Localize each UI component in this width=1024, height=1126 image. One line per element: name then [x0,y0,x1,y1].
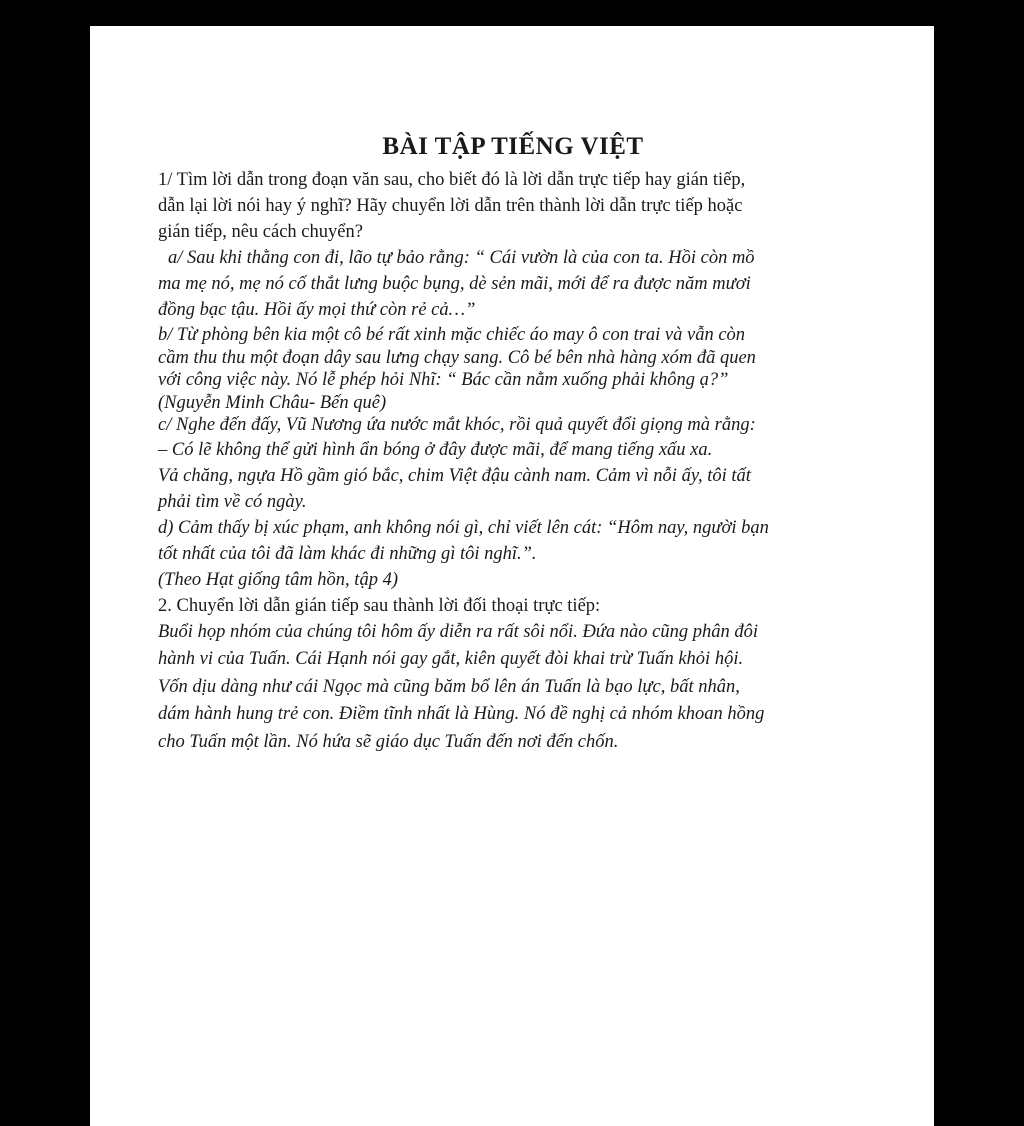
question-2-heading: 2. Chuyển lời dẫn gián tiếp sau thành lời đối thoại trực tiếp: [158,595,601,616]
passage-b-line: cầm thu thu một đoạn dây sau lưng chạy sang. Cô bé bên nhà hàng xóm đã quen [158,347,756,368]
question-2 [158,593,858,619]
passage-a-cont [158,271,858,323]
question-2-passage [158,619,858,757]
question-2-line: cho Tuấn một lần. Nó hứa sẽ giáo dục Tuấn đến nơi đến chốn. [158,731,619,752]
question-1-line: dẫn lại lời nói hay ý nghĩ? Hãy chuyển lời dẫn trên thành lời dẫn trực tiếp hoặc [158,196,743,216]
question-1 [158,167,858,245]
document-content [158,131,858,756]
passage-c-line: Vả chăng, ngựa Hồ gầm gió bắc, chim Việt đậu cành nam. Cảm vì nỗi ấy, tôi tất [158,465,751,486]
passage-d-source: (Theo Hạt giống tâm hồn, tập 4) [158,569,398,590]
passage-d-line: d) Cảm thấy bị xúc phạm, anh không nói gì, chỉ viết lên cát: “Hôm nay, người bạn [158,517,769,538]
passage-b-line: b/ Từ phòng bên kia một cô bé rất xinh mặc chiếc áo may ô con trai và vẫn còn [158,325,746,345]
passage-a-line: đồng bạc tậu. Hồi ấy mọi thứ còn rẻ cả…” [158,300,476,320]
passage-b [158,324,858,414]
passage-a-line: ma mẹ nó, mẹ nó cố thắt lưng buộc bụng, dè sẻn mãi, mới để ra được năm mươi [158,274,751,294]
passage-a-line: a/ Sau khi thằng con đi, lão tự bảo rằng: “ Cái vườn là của con ta. Hồi còn mồ [168,248,755,268]
passage-b-line: với công việc này. Nó lễ phép hỏi Nhĩ: “ Bác cần nằm xuống phải không ạ?” [158,370,729,390]
passage-a [158,245,858,271]
passage-c [158,414,858,515]
question-2-line: Buổi họp nhóm của chúng tôi hôm ấy diễn ra rất sôi nổi. Đứa nào cũng phân đôi [158,621,758,642]
passage-c-line: phải tìm về có ngày. [158,491,307,512]
question-1-line: gián tiếp, nêu cách chuyển? [158,222,363,242]
page-title: BÀI TẬP TIẾNG VIỆT [382,133,644,160]
passage-c-line: c/ Nghe đến đấy, Vũ Nương ứa nước mắt khóc, rồi quả quyết đổi giọng mà rằng: [158,415,756,435]
passage-b-source: (Nguyễn Minh Châu- Bến quê) [158,392,387,413]
passage-d-line: tốt nhất của tôi đã làm khác đi những gì tôi nghĩ.”. [158,543,537,564]
question-2-line: Vốn dịu dàng như cái Ngọc mà cũng băm bổ lên án Tuấn là bạo lực, bất nhân, [158,676,740,697]
passage-c-line: – Có lẽ không thể gửi hình ẩn bóng ở đây được mãi, để mang tiếng xấu xa. [158,439,713,460]
question-2-line: hành vi của Tuấn. Cái Hạnh nói gay gắt, kiên quyết đòi khai trừ Tuấn khỏi hội. [158,649,744,669]
document-page [90,26,934,1126]
question-1-line: 1/ Tìm lời dẫn trong đoạn văn sau, cho biết đó là lời dẫn trực tiếp hay gián tiếp, [158,170,746,190]
question-2-line: dám hành hung trẻ con. Điềm tĩnh nhất là Hùng. Nó đề nghị cả nhóm khoan hồng [158,704,765,724]
passage-d [158,515,858,593]
